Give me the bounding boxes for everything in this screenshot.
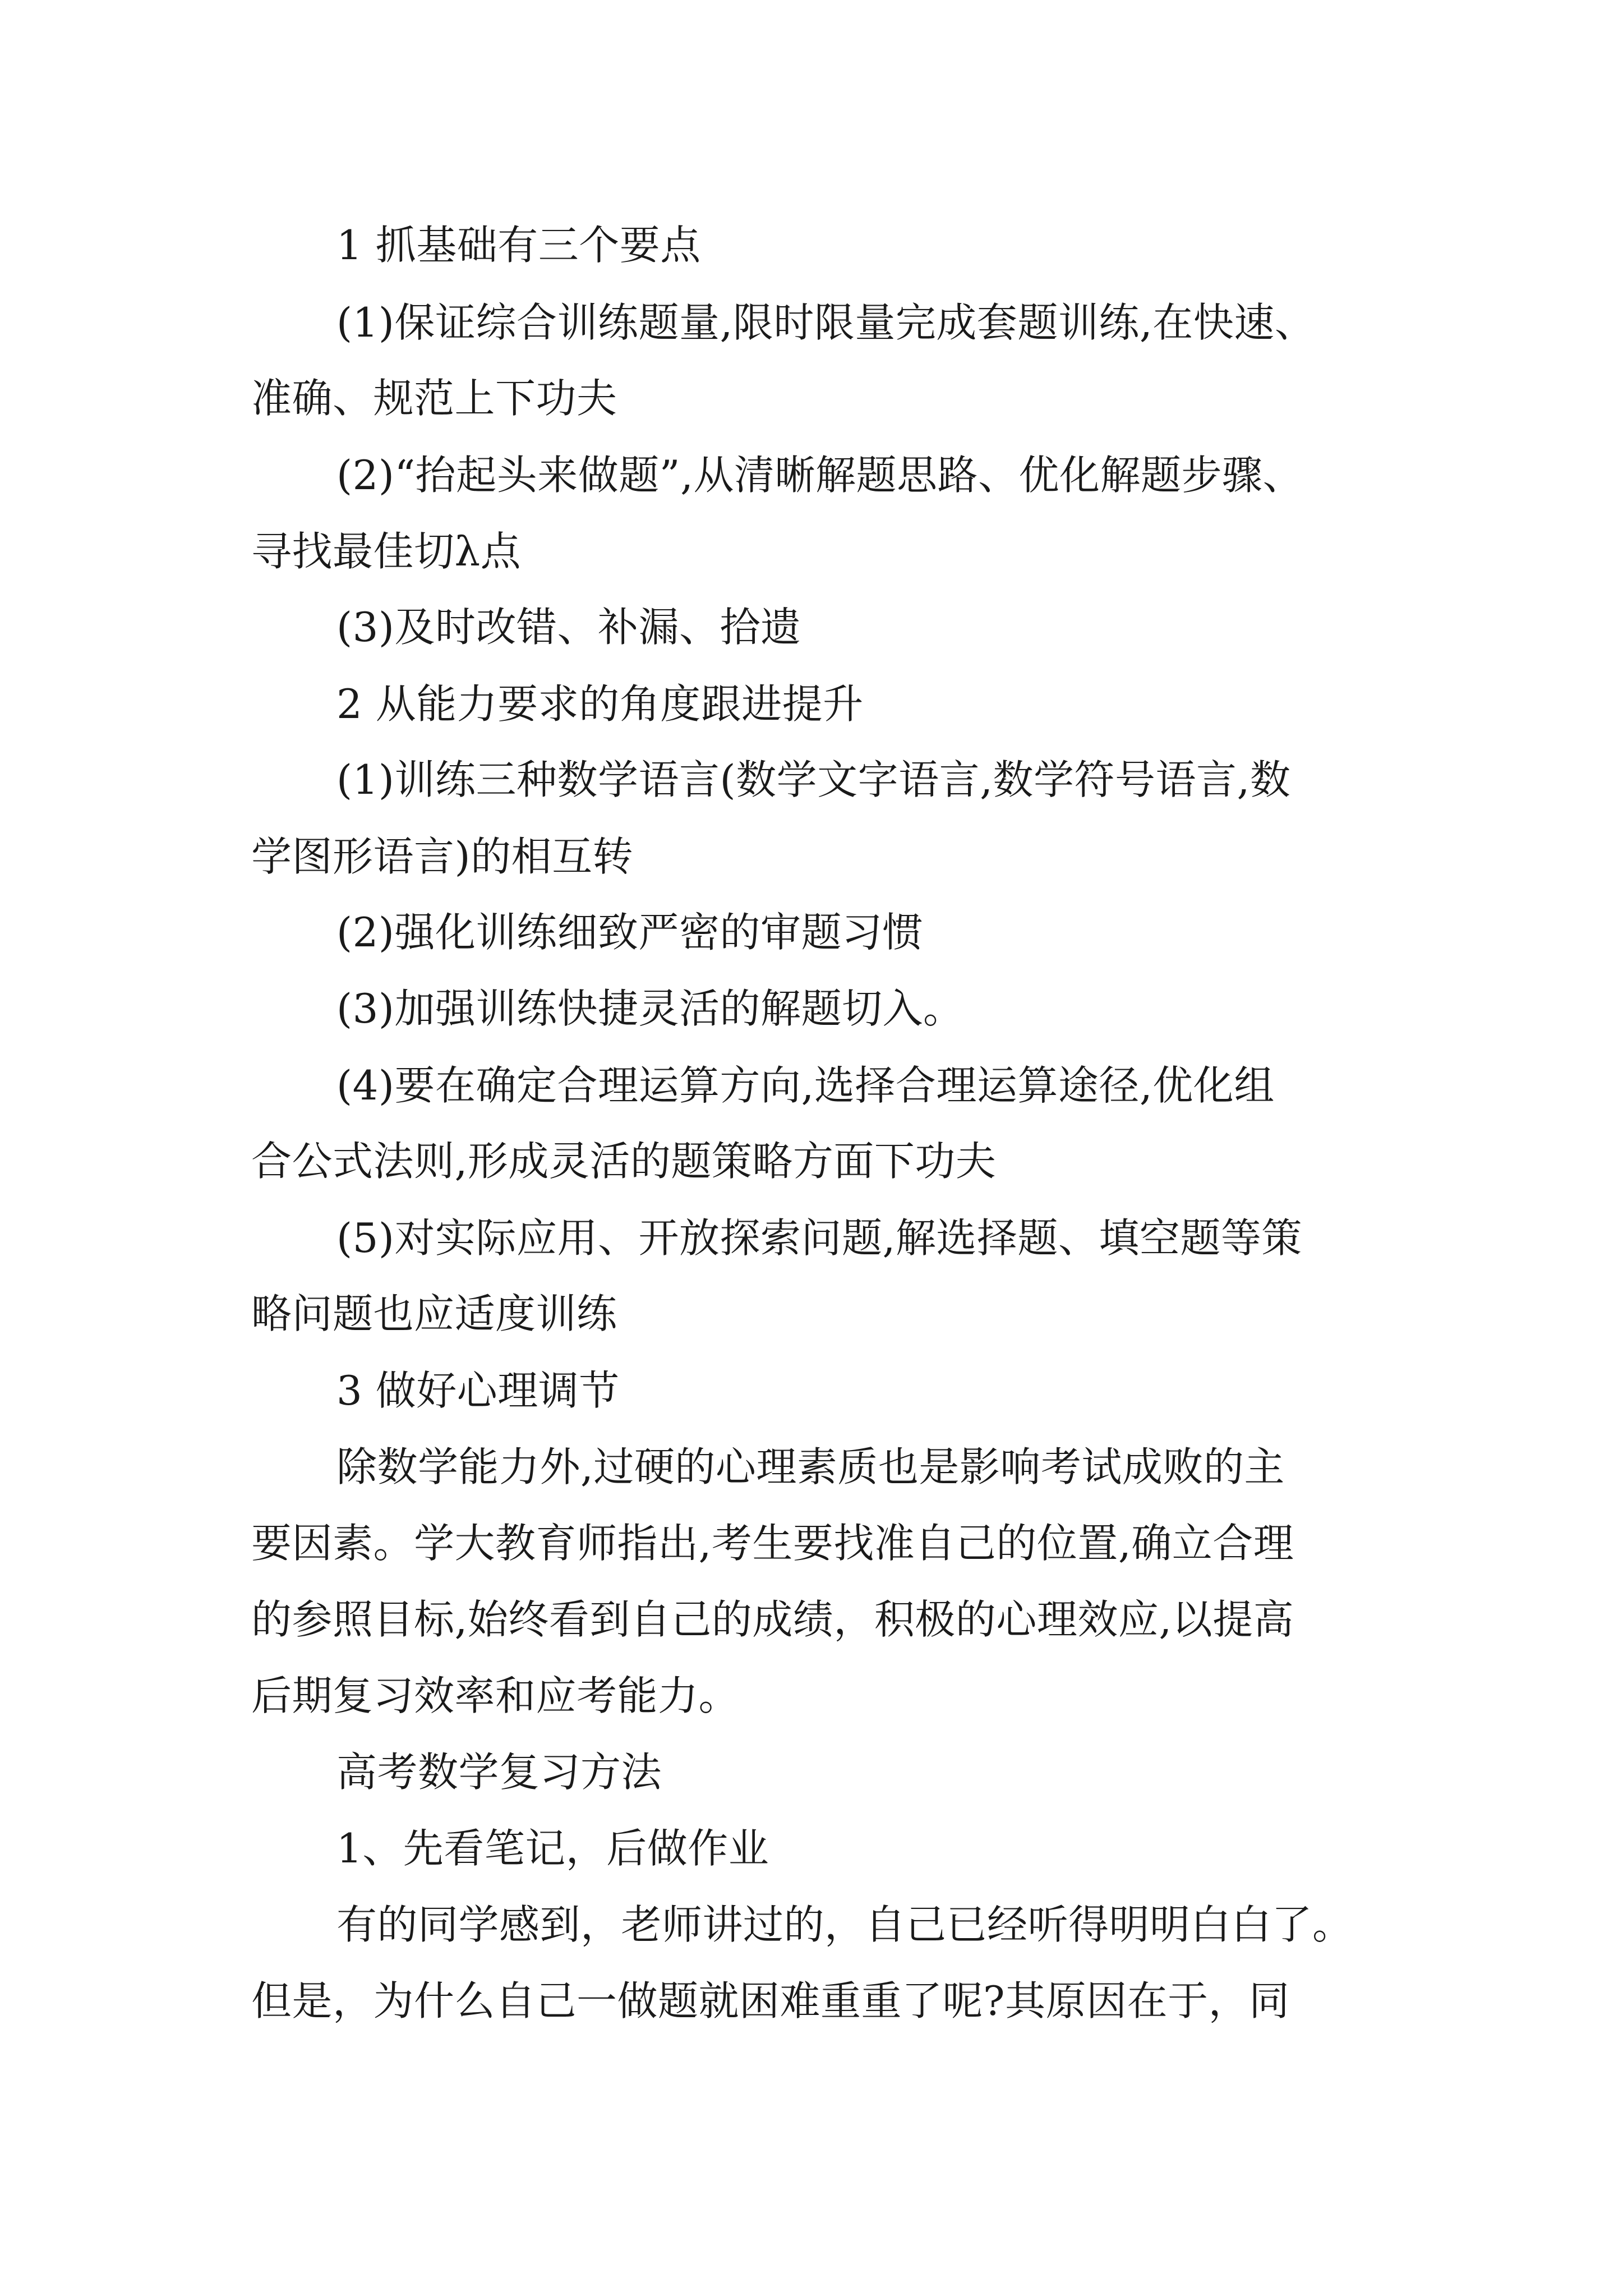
text-line: 的参照目标,始终看到自己的成绩，积极的心理效应,以提高 bbox=[251, 1596, 1294, 1643]
text-line: 后期复习效率和应考能力。 bbox=[251, 1672, 740, 1719]
text-line: (1)保证综合训练题量,限时限量完成套题训练,在快速、 bbox=[336, 299, 1316, 346]
text-line: (2)强化训练细致严密的审题习惯 bbox=[336, 909, 923, 956]
text-line: 3 做好心理调节 bbox=[336, 1367, 620, 1414]
text-line: 2 从能力要求的角度跟进提升 bbox=[336, 680, 864, 728]
text-line: 准确、规范上下功夫 bbox=[251, 375, 617, 422]
text-line: (4)要在确定合理运算方向,选择合理运算途径,优化组 bbox=[336, 1062, 1275, 1109]
text-line: (3)及时改错、补漏、拾遗 bbox=[336, 604, 801, 651]
text-line: 除数学能力外,过硬的心理素质也是影响考试成败的主 bbox=[336, 1443, 1285, 1490]
text-line: 高考数学复习方法 bbox=[336, 1749, 662, 1796]
text-line: 寻找最佳切λ点 bbox=[251, 528, 522, 575]
text-line: 合公式法则,形成灵活的题策略方面下功夫 bbox=[251, 1138, 997, 1185]
text-line: 要因素。学大教育师指出,考生要找准自己的位置,确立合理 bbox=[251, 1520, 1294, 1567]
text-line: 1 抓基础有三个要点 bbox=[336, 222, 701, 269]
text-line: 但是，为什么自己一做题就困难重重了呢?其原因在于，同 bbox=[251, 1977, 1290, 2024]
text-line: (1)训练三种数学语言(数学文字语言,数学符号语言,数 bbox=[336, 756, 1291, 803]
text-line: (3)加强训练快捷灵活的解题切入。 bbox=[336, 985, 964, 1032]
text-line: 学图形语言)的相互转 bbox=[251, 833, 634, 880]
text-line: (2)“抬起头来做题”,从清晰解题思路、优化解题步骤、 bbox=[336, 452, 1303, 499]
text-line: 1、先看笔记，后做作业 bbox=[336, 1825, 769, 1872]
text-line: (5)对实际应用、开放探索问题,解选择题、填空题等策 bbox=[336, 1214, 1302, 1262]
text-line: 有的同学感到，老师讲过的，自己已经听得明明白白了。 bbox=[336, 1901, 1353, 1948]
text-line: 略问题也应适度训练 bbox=[251, 1290, 617, 1337]
